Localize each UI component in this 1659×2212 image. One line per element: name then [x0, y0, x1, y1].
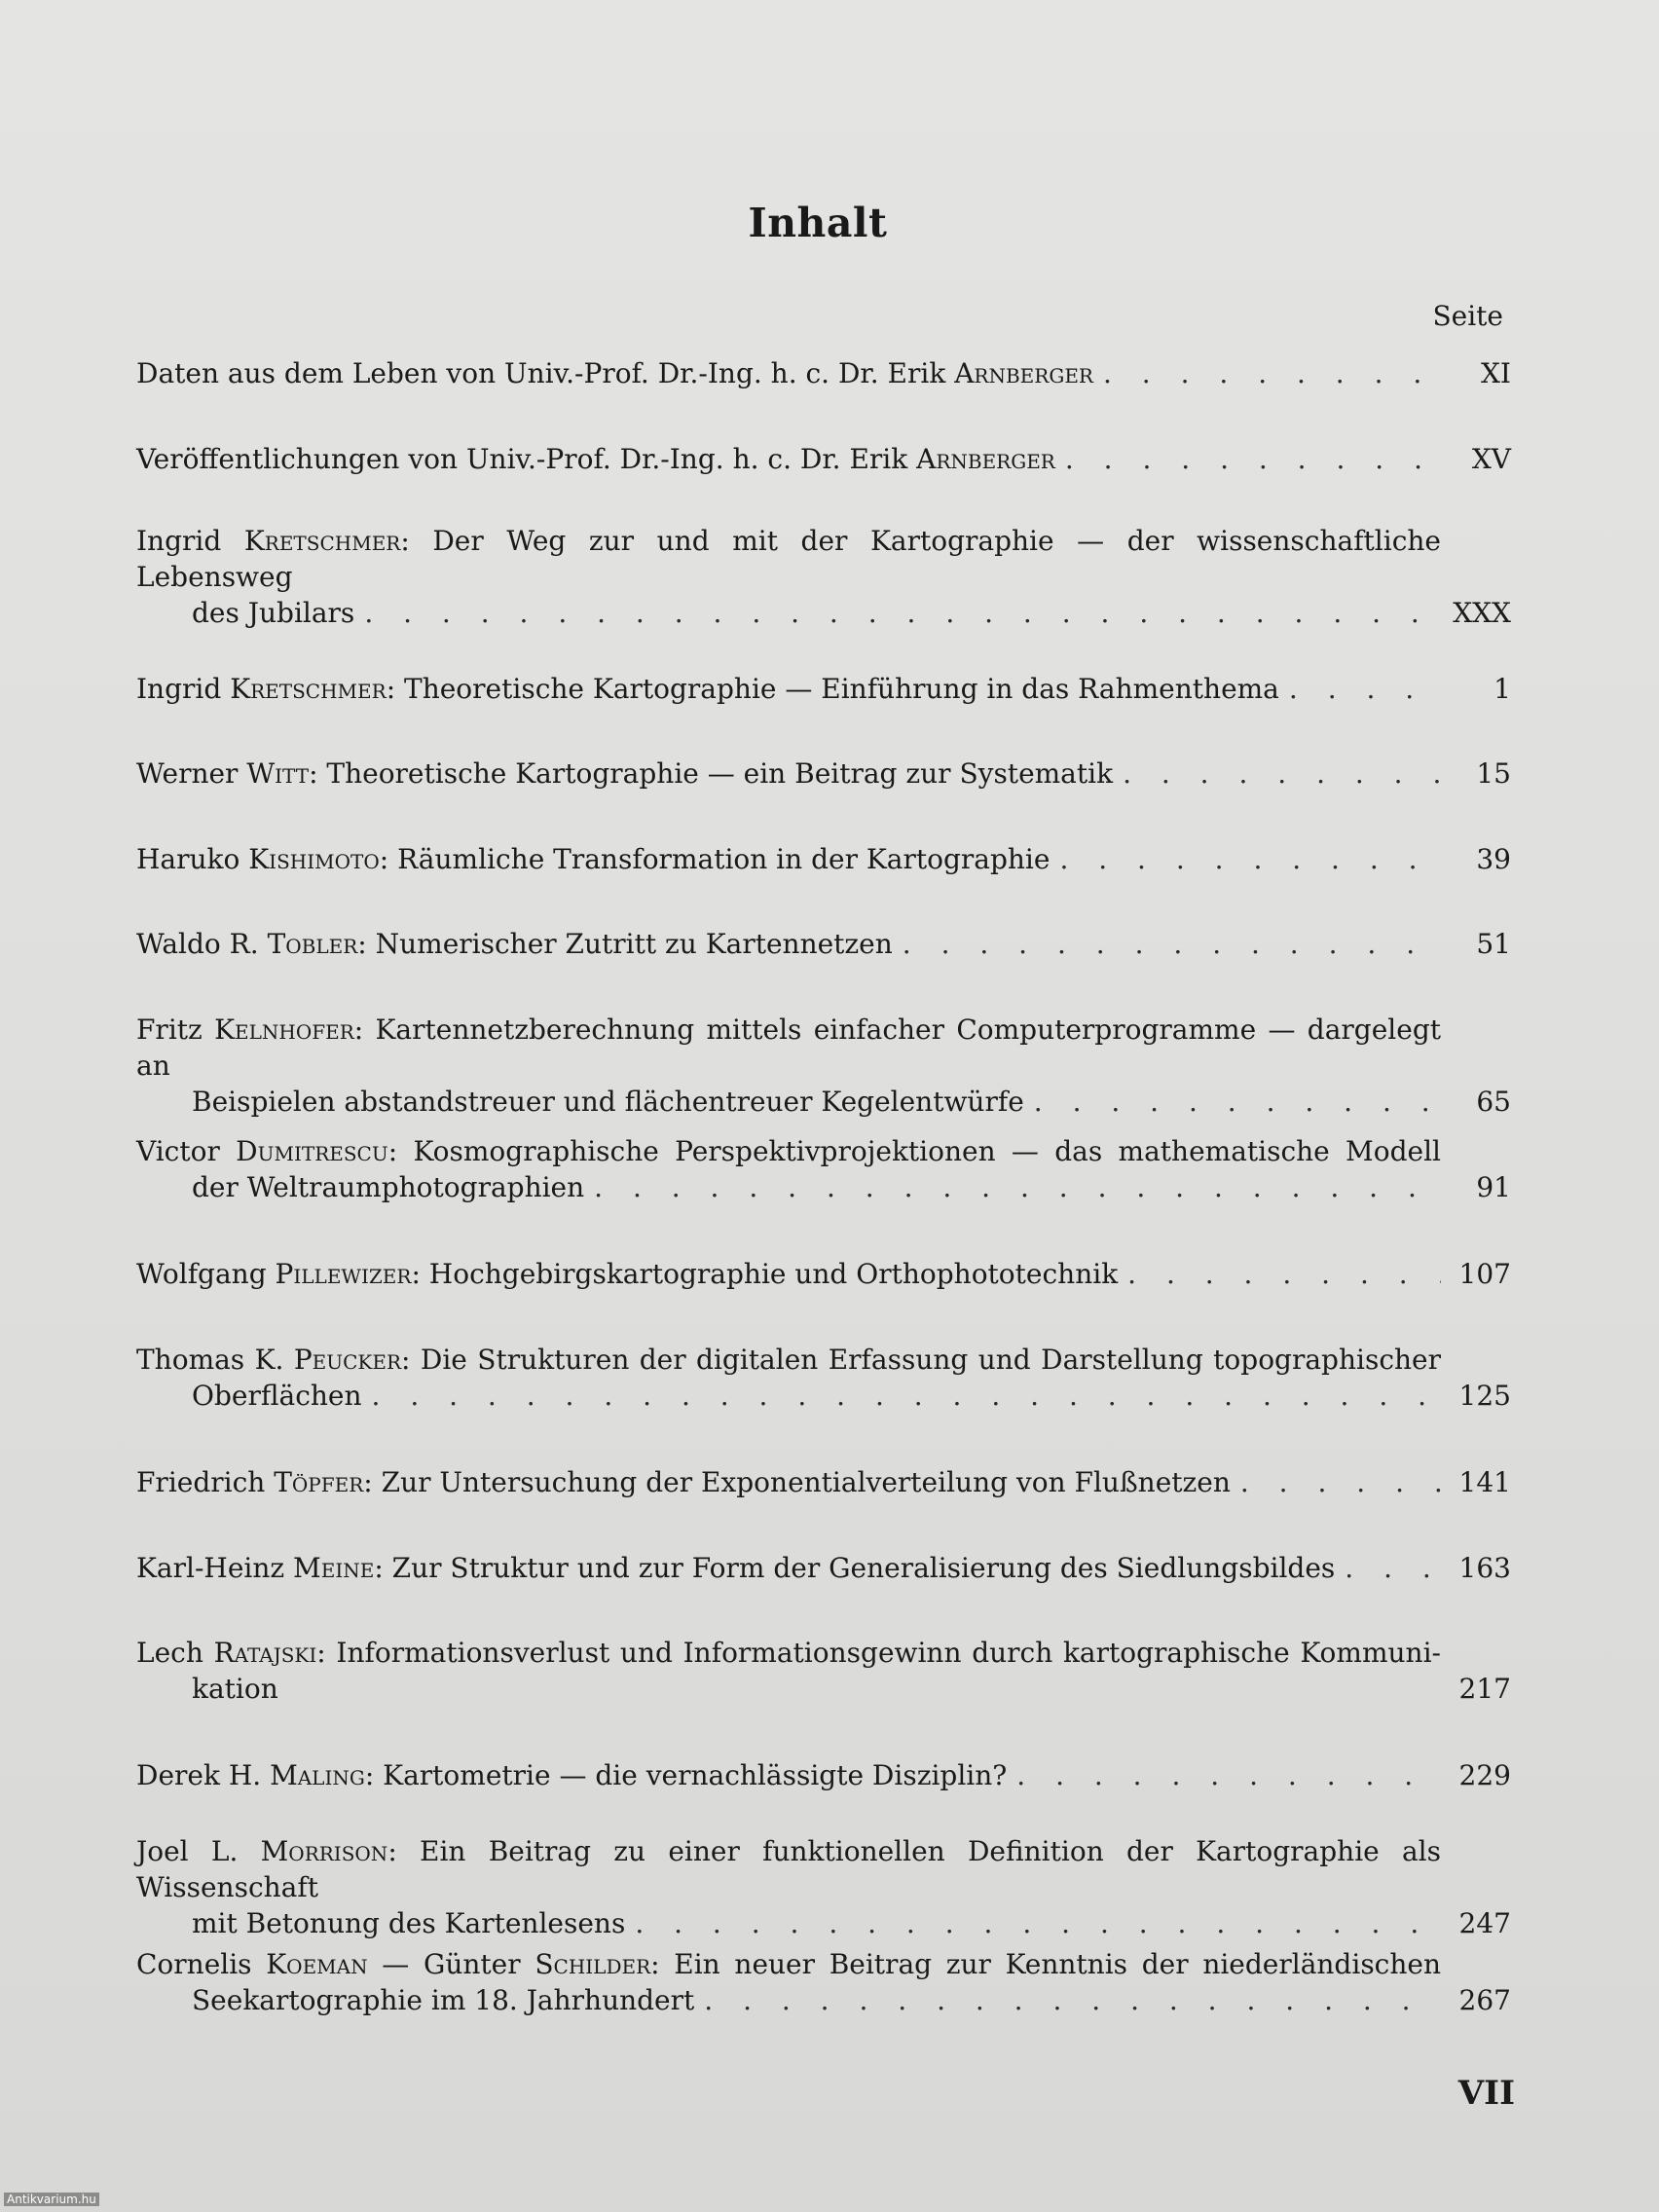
toc-entry: [136, 355, 1511, 391]
toc-entry-text: Wolfgang Pillewizer: Hochgebirgskartographie und Orthophototechnik: [136, 1258, 1119, 1290]
dot-leader: [362, 1378, 1441, 1414]
toc-entry-text: Joel L. Morrison: Ein Beitrag zu einer funktionellen Definition der Kartographie als Wissenschaft: [136, 1835, 1441, 1903]
toc-entry-text: Friedrich Töpfer: Zur Untersuchung der Exponentialverteilung von Flußnetzen: [136, 1466, 1231, 1498]
dot-leader: [584, 1169, 1441, 1205]
dot-leader: [1231, 1464, 1441, 1500]
toc-entry-continuation: Seekartographie im 18. Jahrhundert: [192, 1984, 695, 2016]
toc-entry: [136, 1635, 1511, 1707]
toc-entry-continuation: Beispielen abstandstreuer und flächentreuer Kegelentwürfe: [192, 1086, 1024, 1118]
toc-entry-text: Veröffentlichungen von Univ.-Prof. Dr.-Ing. h. c. Dr. Erik Arnberger: [136, 443, 1055, 475]
toc-entry: [136, 1012, 1511, 1120]
toc-entry-continuation: des Jubilars: [192, 597, 355, 629]
toc-entry: [136, 1342, 1511, 1414]
toc-entry-continuation: Oberflächen: [192, 1380, 362, 1412]
toc-page-number: 229: [1458, 1759, 1511, 1791]
toc-entry: [136, 756, 1511, 792]
toc-entry-text: Werner Witt: Theoretische Kartographie — ein Beitrag zur Systematik: [136, 757, 1114, 790]
toc-page-number: 267: [1458, 1984, 1511, 2016]
toc-page-number: 1: [1493, 673, 1511, 705]
dot-leader: [1050, 841, 1441, 877]
toc-entry: [136, 1757, 1511, 1793]
toc-entry: [136, 926, 1511, 962]
toc-page-number: XV: [1471, 443, 1511, 475]
toc-page-number: 91: [1476, 1171, 1511, 1203]
toc-entry: [136, 523, 1511, 631]
toc-page-number: 125: [1458, 1380, 1511, 1412]
toc-page-number: 15: [1476, 757, 1511, 790]
dot-leader: [1118, 1256, 1441, 1292]
toc-entry-text: Derek H. Maling: Kartometrie — die vernachlässigte Disziplin?: [136, 1759, 1008, 1791]
toc-page-number: XXX: [1453, 597, 1511, 629]
toc-page-number: 107: [1458, 1258, 1511, 1290]
dot-leader: [354, 595, 1441, 631]
toc-entry-continuation: der Weltraumphotographien: [192, 1171, 585, 1203]
toc-entry-text: Victor Dumitrescu: Kosmographische Perspektivprojektionen — das mathematische Modell: [136, 1135, 1441, 1167]
toc-page-number: 247: [1458, 1907, 1511, 1939]
toc-entry-text: Fritz Kelnhofer: Kartennetzberechnung mittels einfacher Computerprogramme — dargelegt an: [136, 1014, 1441, 1082]
toc-entry: [136, 1256, 1511, 1292]
dot-leader: [1007, 1757, 1441, 1793]
dot-leader: [694, 1982, 1441, 2018]
toc-entry: [136, 441, 1511, 477]
toc-entry-text: Ingrid Kretschmer: Der Weg zur und mit der Kartographie — der wissenschaftliche Lebensweg: [136, 525, 1441, 593]
toc-page-number: 39: [1476, 843, 1511, 875]
toc-entry: [136, 1550, 1511, 1586]
toc-entry-text: Lech Ratajski: Informationsverlust und Informationsgewinn durch kartographische Kommuni-: [136, 1637, 1442, 1669]
toc-entry-continuation: mit Betonung des Kartenlesens: [192, 1907, 626, 1939]
toc-entry-text: Ingrid Kretschmer: Theoretische Kartographie — Einführung in das Rahmenthema: [136, 673, 1279, 705]
toc-entry-text: Haruko Kishimoto: Räumliche Transformation in der Kartographie: [136, 843, 1051, 875]
dot-leader: [1113, 756, 1441, 792]
dot-leader: [1093, 355, 1441, 391]
toc-entry: [136, 841, 1511, 877]
dot-leader: [625, 1905, 1441, 1941]
toc-entry-text: Daten aus dem Leben von Univ.-Prof. Dr.-Ing. h. c. Dr. Erik Arnberger: [136, 357, 1093, 389]
dot-leader: [1279, 671, 1441, 707]
dot-leader: [893, 926, 1441, 962]
page-column-header: Seite: [1432, 300, 1503, 332]
toc-entry: [136, 1133, 1511, 1205]
toc-page-number: 65: [1476, 1086, 1511, 1118]
dot-leader: [1055, 441, 1441, 477]
dot-leader: [1024, 1084, 1441, 1120]
toc-page-number: 51: [1476, 928, 1511, 960]
toc-page-number: XI: [1481, 357, 1511, 389]
toc-page-number: 217: [1458, 1673, 1511, 1705]
toc-entry-continuation: kation: [192, 1673, 278, 1705]
toc-entry-text: Thomas K. Peucker: Die Strukturen der digitalen Erfassung und Darstellung topographischer: [136, 1344, 1441, 1376]
toc-page-number: 141: [1458, 1466, 1511, 1498]
dot-leader: [1335, 1550, 1441, 1586]
toc-entry-text: Cornelis Koeman — Günter Schilder: Ein neuer Beitrag zur Kenntnis der niederländischen: [136, 1948, 1442, 1980]
toc-page-number: 163: [1458, 1552, 1511, 1584]
page-title: Inhalt: [748, 200, 888, 246]
toc-entry: [136, 1946, 1511, 2018]
toc-entry-text: Waldo R. Tobler: Numerischer Zutritt zu Kartennetzen: [136, 928, 893, 960]
toc-entry: [136, 1464, 1511, 1500]
watermark: Antikvarium.hu: [4, 2193, 99, 2206]
toc-entry: [136, 1833, 1511, 1941]
toc-entry: [136, 671, 1511, 707]
folio-page-number: VII: [1457, 2074, 1515, 2113]
toc-entry-text: Karl-Heinz Meine: Zur Struktur und zur Form der Generalisierung des Siedlungsbildes: [136, 1552, 1336, 1584]
